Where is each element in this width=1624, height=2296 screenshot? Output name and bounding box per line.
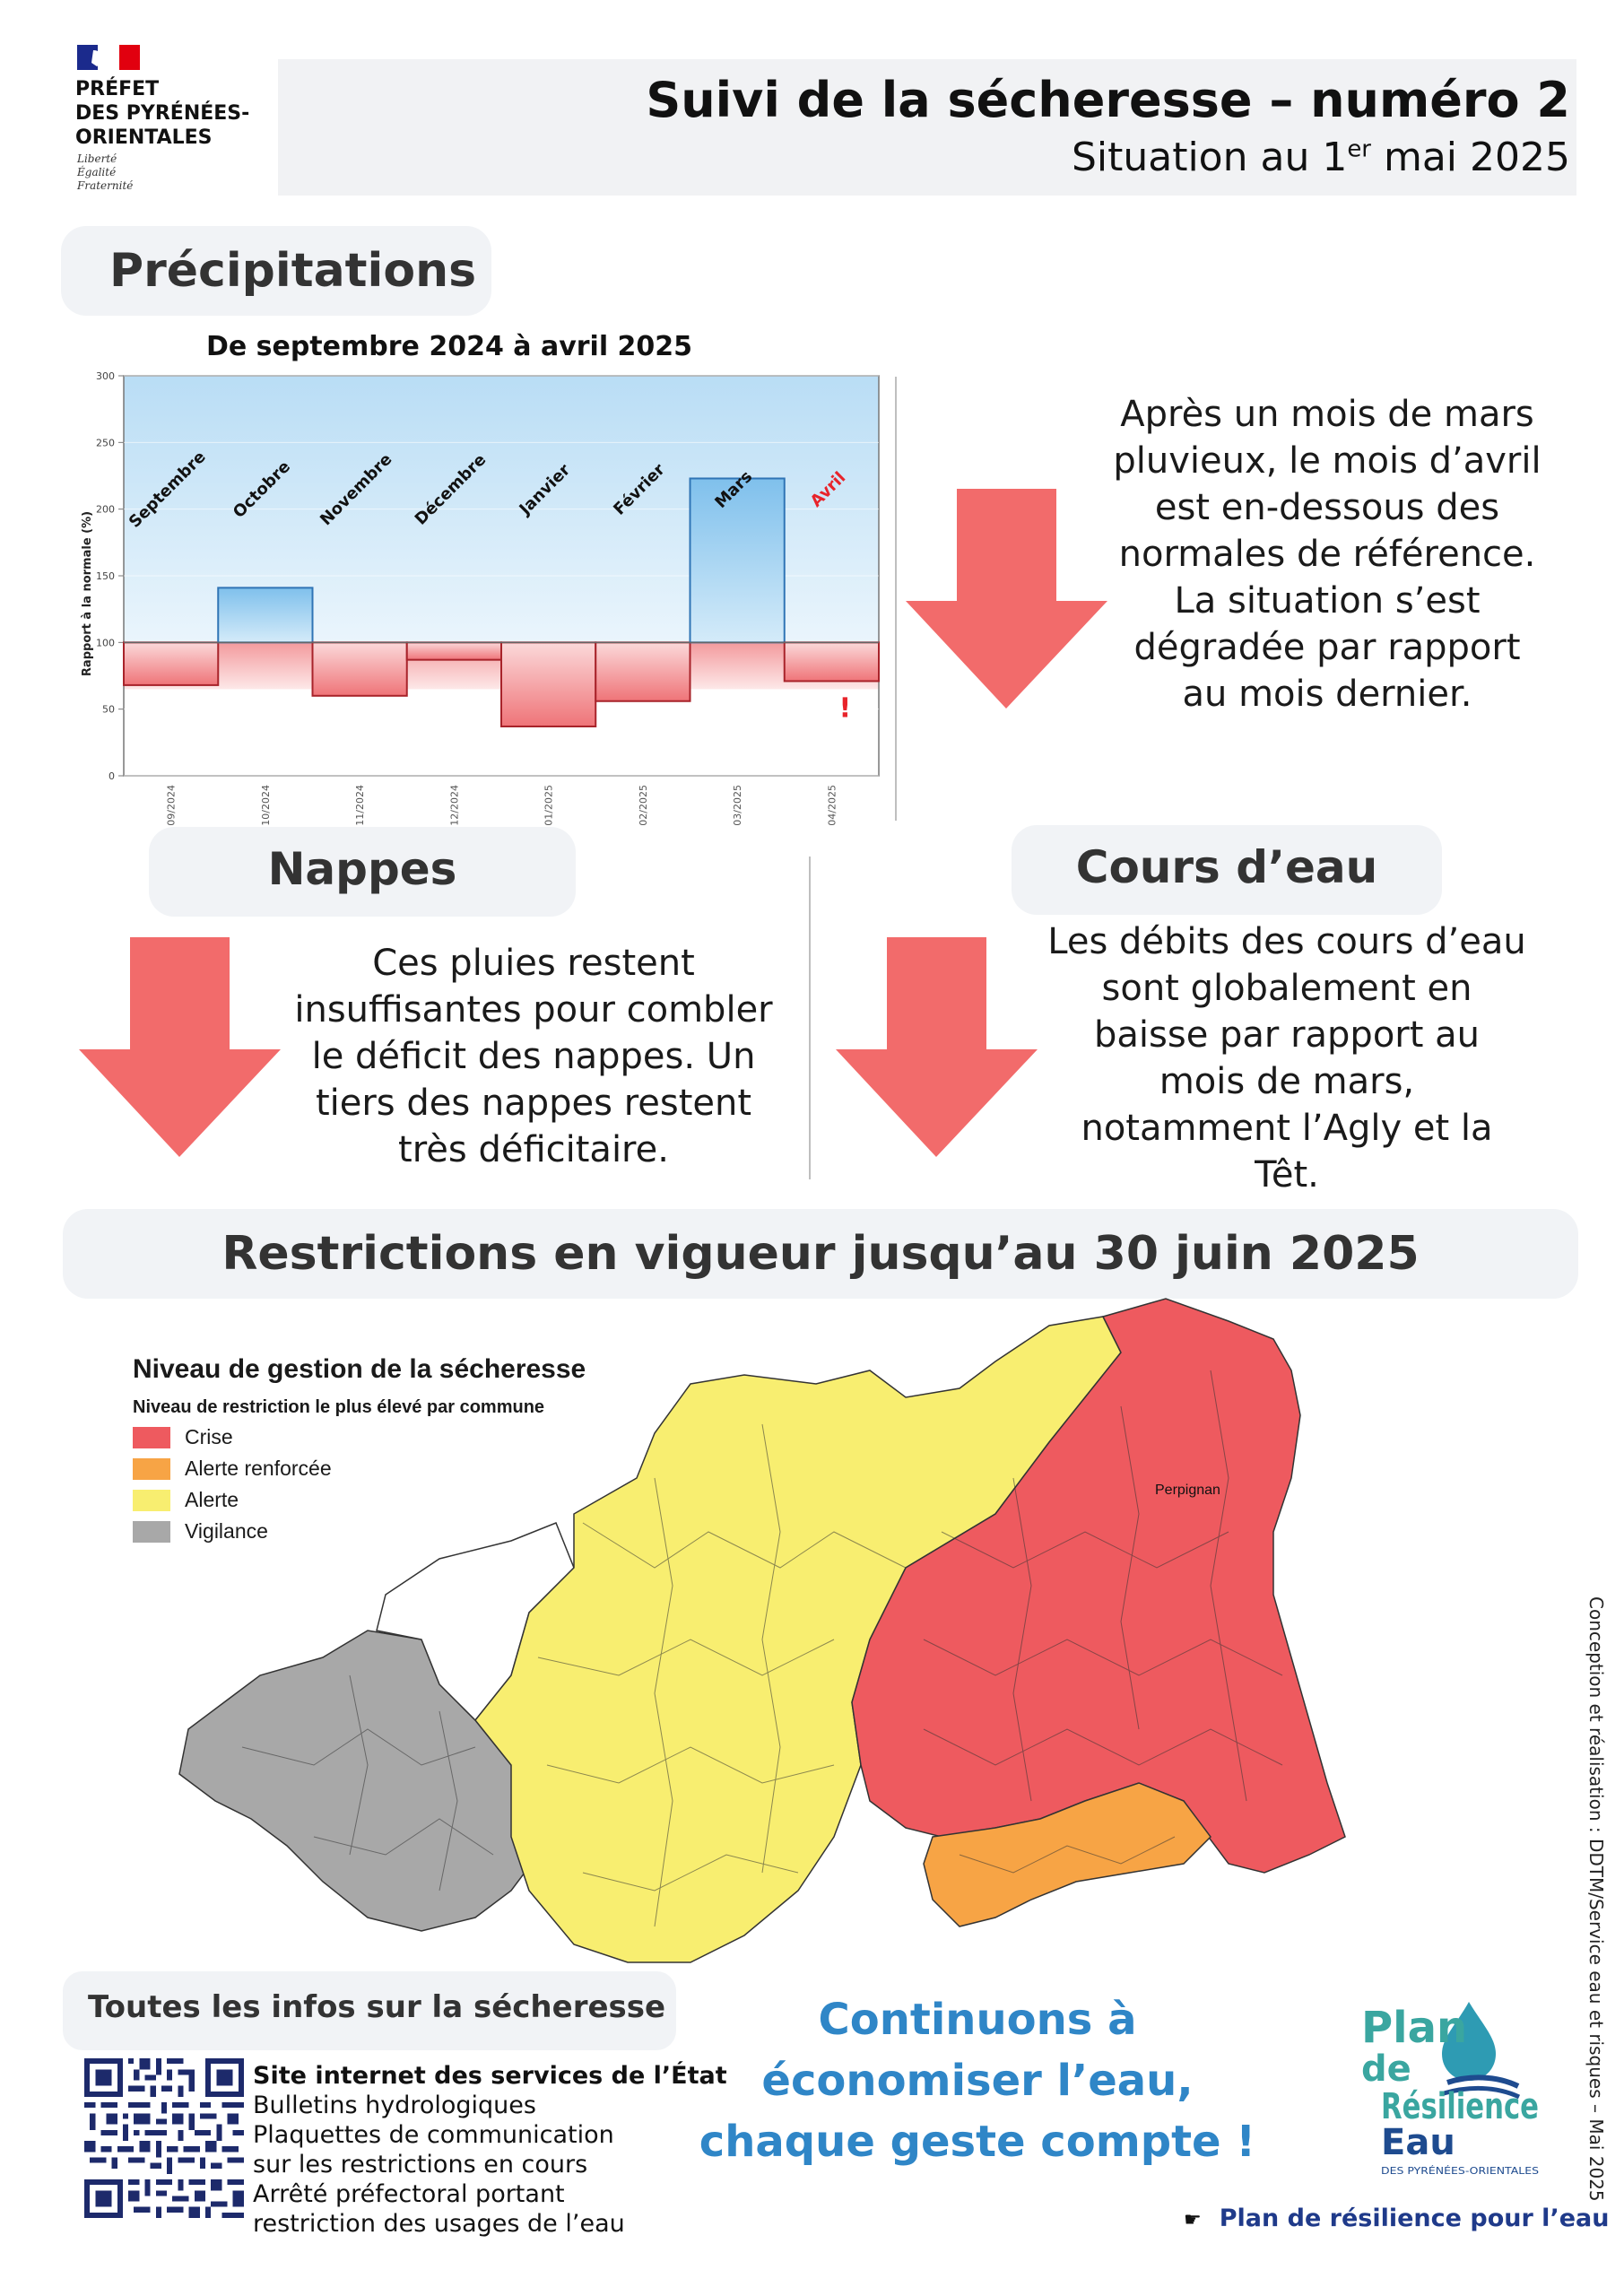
chart-title: De septembre 2024 à avril 2025 (205, 331, 693, 362)
y-tick-label: 300 (96, 370, 115, 382)
category-label: Mars (711, 466, 757, 512)
category-label: Février (610, 460, 669, 519)
svg-text:DES PYRÉNÉES-ORIENTALES: DES PYRÉNÉES-ORIENTALES (1381, 2165, 1540, 2177)
nappes-text: Ces pluies restent insuffisantes pour combler le déficit des nappes. Un tiers des nappes restent très déficitaire. (294, 943, 773, 1170)
y-tick-label: 50 (102, 703, 115, 716)
x-tick-label: 02/2025 (637, 785, 649, 826)
qr-code-icon[interactable] (84, 2058, 244, 2218)
category-label: Octobre (229, 457, 295, 522)
credit-vertical: Conception et réalisation : DDTM/Service eau et risques – Mai 2025 (1585, 1596, 1607, 2202)
x-tick-label: 09/2024 (165, 785, 178, 826)
precip-section-title: Précipitations (109, 244, 477, 298)
plan-resilience-link[interactable]: ☛ Plan de résilience pour l’eau (1184, 2205, 1610, 2232)
nappes-down-arrow-icon (79, 937, 281, 1157)
y-axis-label: Rapport à la normale (%) (81, 510, 94, 677)
x-tick-label: 03/2025 (732, 785, 744, 826)
x-tick-label: 01/2025 (543, 785, 555, 826)
cours-text: Les débits des cours d’eau sont globalement en baisse par rapport au mois de mars, notamment l’Agly et la Têt. (1047, 921, 1526, 1196)
bar-janvier (501, 642, 595, 726)
bar-avril (785, 642, 879, 681)
link-site-etat[interactable]: Site internet des services de l’État (253, 2062, 727, 2090)
category-label: Janvier (516, 460, 575, 519)
legend-item-crise: Crise (133, 1425, 671, 1449)
svg-text:Résilience: Résilience (1381, 2086, 1539, 2127)
page-subtitle: Situation au 1er mai 2025 (1071, 135, 1570, 180)
section-divider-2 (809, 857, 811, 1179)
link-arrete-cont[interactable]: restriction des usages de l’eau (253, 2210, 625, 2238)
link-plaquettes-cont[interactable]: sur les restrictions en cours (253, 2151, 588, 2179)
precipitation-chart (70, 325, 895, 826)
map-legend (133, 1354, 671, 1544)
link-bulletins[interactable]: Bulletins hydrologiques (253, 2092, 536, 2119)
category-label: Novembre (317, 449, 396, 530)
category-label: Décembre (411, 450, 491, 529)
category-label: Avril (806, 468, 850, 511)
infos-title: Toutes les infos sur la sécheresse (88, 1989, 666, 2025)
prefecture-name: PRÉFET DES PYRÉNÉES- ORIENTALES (75, 78, 250, 149)
y-tick-label: 150 (96, 570, 115, 582)
y-tick-label: 100 (96, 637, 115, 649)
cours-down-arrow-icon (836, 937, 1038, 1157)
page-title: Suivi de la sécheresse – numéro 2 (646, 72, 1570, 128)
x-tick-label: 12/2024 (448, 785, 461, 826)
legend-title: Niveau de gestion de la sécheresse (133, 1354, 586, 1384)
legend-item-vigilance: Vigilance (133, 1519, 671, 1544)
category-label: Septembre (125, 448, 210, 532)
plan-resilience-logo (1361, 1993, 1541, 2181)
nappes-section-title: Nappes (267, 843, 457, 895)
svg-text:Eau: Eau (1381, 2122, 1455, 2163)
bar-décembre (407, 642, 501, 659)
x-tick-label: 11/2024 (354, 785, 367, 826)
map-zone-crise (852, 1299, 1345, 1873)
legend-item-alerte: Alerte (133, 1488, 671, 1512)
info-links (253, 2061, 727, 2239)
y-tick-label: 250 (96, 437, 115, 449)
bar-septembre (124, 642, 218, 685)
legend-subtitle: Niveau de restriction le plus élevé par commune (133, 1397, 545, 1417)
pointing-hand-icon: ☛ (1184, 2209, 1202, 2231)
x-tick-label: 10/2024 (259, 785, 272, 826)
bar-février (595, 642, 690, 700)
bar-novembre (313, 642, 407, 695)
restrictions-title: Restrictions en vigueur jusqu’au 30 juin 2025 (221, 1227, 1420, 1281)
y-tick-label: 200 (96, 503, 115, 516)
cours-section-title: Cours d’eau (1075, 841, 1378, 893)
svg-text:de: de (1361, 2048, 1411, 2090)
bar-octobre (218, 587, 312, 642)
y-tick-label: 0 (109, 770, 115, 782)
legend-item-alerte-renforcee: Alerte renforcée (133, 1457, 671, 1481)
precip-text: Après un mois de mars pluvieux, le mois d’avril est en-dessous des normales de référence. La situation s’est dégradée par rapport au mois dernier. (1113, 394, 1541, 715)
marianne-flag-icon (77, 45, 140, 70)
prefecture-logo (56, 27, 280, 206)
slogan: Continuons à économiser l’eau, chaque geste compte ! (699, 1995, 1256, 2167)
svg-text:Plan: Plan (1361, 2003, 1468, 2053)
link-plaquettes[interactable]: Plaquettes de communication (253, 2121, 614, 2149)
x-tick-label: 04/2025 (826, 785, 838, 826)
map-label-perpignan: Perpignan (1155, 1483, 1220, 1498)
warning-annotation: ! (838, 692, 852, 725)
link-arrete[interactable]: Arrêté préfectoral portant (253, 2180, 565, 2208)
bar-mars (690, 478, 785, 642)
republic-motto: Liberté Égalité Fraternité (77, 152, 134, 192)
section-divider (895, 377, 897, 821)
